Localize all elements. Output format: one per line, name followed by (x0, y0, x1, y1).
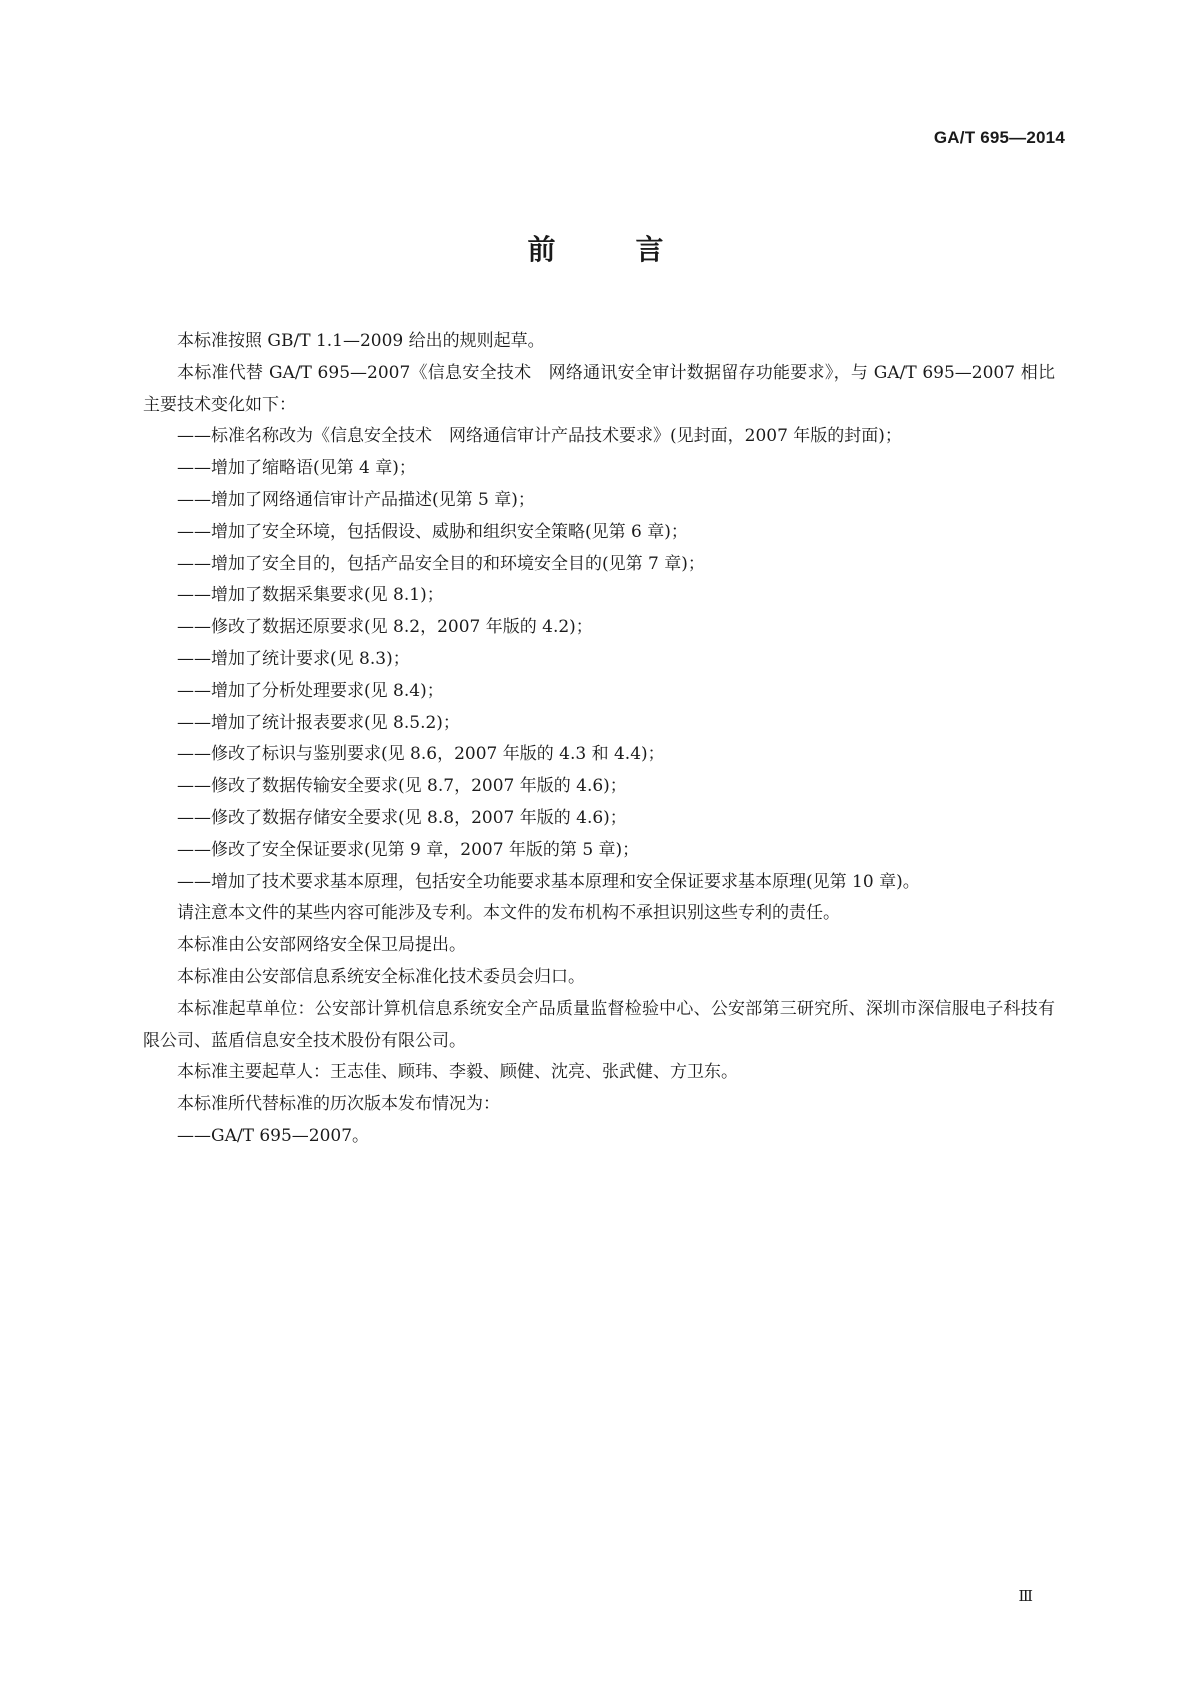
page-title (0, 228, 1191, 268)
change-item: ——增加了数据采集要求(见 8.1)； (177, 585, 444, 606)
change-item: ——增加了分析处理要求(见 8.4)； (177, 680, 444, 701)
title-char-2: 言 (635, 233, 664, 266)
change-item: ——增加了安全环境，包括假设、威胁和组织安全策略(见第 6 章)； (177, 521, 688, 542)
change-item: ——修改了数据存储安全要求(见 8.8，2007 年版的 4.6)； (177, 807, 627, 828)
title-char-1: 前 (527, 233, 556, 266)
paragraph-drafters: 本标准主要起草人：王志佳、顾玮、李毅、顾健、沈亮、张武健、方卫东。 (177, 1062, 738, 1083)
standard-code: GA/T 695—2014 (933, 128, 1065, 147)
paragraph-patent-notice: 请注意本文件的某些内容可能涉及专利。本文件的发布机构不承担识别这些专利的责任。 (177, 903, 840, 924)
change-item: ——标准名称改为《信息安全技术 网络通信审计产品技术要求》(见封面，2007 年版的封面)； (177, 426, 902, 447)
change-item: ——增加了统计要求(见 8.3)； (177, 648, 410, 669)
change-item: ——增加了安全目的，包括产品安全目的和环境安全目的(见第 7 章)； (177, 553, 705, 574)
page-number: Ⅲ (1018, 1587, 1033, 1605)
change-item: ——增加了技术要求基本原理，包括安全功能要求基本原理和安全保证要求基本原理(见第 10 章)。 (177, 871, 920, 892)
previous-edition-item: ——GA/T 695—2007。 (177, 1125, 370, 1146)
paragraph-proposer: 本标准由公安部网络安全保卫局提出。 (177, 935, 466, 956)
paragraph-replaces: 本标准代替 GA/T 695—2007《信息安全技术 网络通讯安全审计数据留存功能要求》，与 GA/T 695—2007 相比主要技术变化如下： (143, 362, 1055, 415)
change-item: ——增加了网络通信审计产品描述(见第 5 章)； (177, 489, 535, 510)
paragraph-drafting-units: 本标准起草单位：公安部计算机信息系统安全产品质量监督检验中心、公安部第三研究所、深圳市深信服电子科技有限公司、蓝盾信息安全技术股份有限公司。 (143, 998, 1055, 1051)
paragraph-previous-editions: 本标准所代替标准的历次版本发布情况为： (177, 1094, 500, 1115)
change-item: ——修改了数据还原要求(见 8.2，2007 年版的 4.2)； (177, 617, 593, 638)
change-item: ——修改了标识与鉴别要求(见 8.6，2007 年版的 4.3 和 4.4)； (177, 744, 665, 765)
change-item: ——修改了数据传输安全要求(见 8.7，2007 年版的 4.6)； (177, 776, 627, 797)
change-item: ——增加了缩略语(见第 4 章)； (177, 458, 416, 479)
change-item: ——修改了安全保证要求(见第 9 章，2007 年版的第 5 章)； (177, 839, 640, 860)
change-item: ——增加了统计报表要求(见 8.5.2)； (177, 712, 460, 733)
paragraph-committee: 本标准由公安部信息系统安全标准化技术委员会归口。 (177, 966, 585, 987)
foreword-body (143, 326, 1055, 1153)
paragraph-drafting-rules: 本标准按照 GB/T 1.1—2009 给出的规则起草。 (177, 331, 545, 351)
